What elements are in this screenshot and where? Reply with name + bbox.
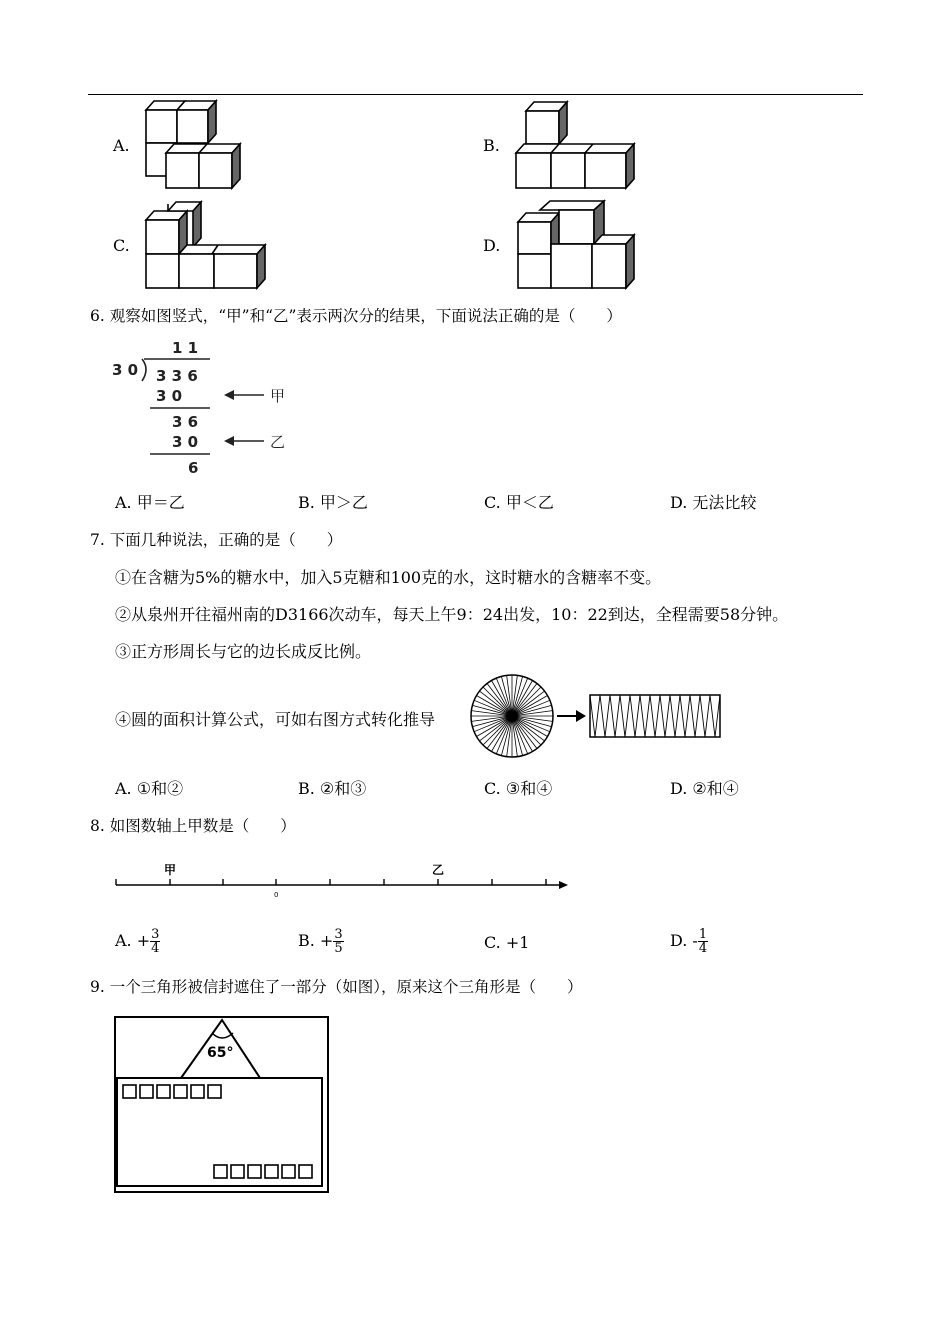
q7-statement-4: ④圆的面积计算公式，可如右图方式转化推导 [115,710,436,729]
q8-choice-a[interactable] [115,928,160,955]
q8-number: 8. [90,817,105,835]
q9-envelope-figure [113,1015,331,1195]
q9-question-text [90,975,583,997]
q6-label-jia: 甲 [270,387,286,405]
q9-angle-label: 65° [207,1045,234,1061]
q7-number: 7. [90,531,105,549]
q8-choice-a-prefix: A. + [115,931,151,950]
q6-divisor: 3 0 [112,361,139,379]
q7-choice-b[interactable]: B. ②和③ [298,779,367,798]
q6-choice-b[interactable]: B. 甲＞乙 [298,493,368,512]
q5-option-c-label[interactable]: C. [113,236,130,255]
q6-dividend: 3 3 6 [156,367,198,385]
q8-question-text [90,814,296,836]
q8-choice-d-numerator: 1 [698,927,708,942]
q8-choice-c[interactable] [484,933,529,952]
top-rule [88,94,863,95]
q8-label-zero: 0 [274,891,279,899]
q5-option-a-label[interactable]: A. [113,136,130,155]
q6-step1: 3 0 [156,387,183,405]
q8-label-jia: 甲 [164,863,177,877]
q8-axis-arrow-icon [559,881,568,889]
q5-option-b-figure [512,98,642,193]
q8-choice-b[interactable] [298,928,344,955]
q8-choice-b-prefix: B. + [298,931,334,950]
q8-number-line [110,855,580,905]
q6-number: 6. [90,307,105,325]
q5-option-c-figure [140,198,270,293]
q6-step2: 3 6 [172,413,199,431]
q8-choice-c-prefix: C. +1 [484,933,530,952]
q8-choice-a-numerator: 3 [151,927,160,942]
q8-choice-b-numerator: 3 [334,927,343,942]
q6-question-text [90,304,622,326]
q6-quotient: 1 1 [172,339,199,357]
q7-arrow-icon [576,710,586,722]
q6-step3: 3 0 [172,433,199,451]
q8-stem: 如图数轴上甲数是（ ） [109,817,296,835]
q7-choice-c[interactable]: C. ③和④ [484,779,553,798]
q5-option-d-figure [512,198,642,293]
q8-choice-d[interactable] [670,928,708,955]
q8-choice-b-fraction [333,928,343,955]
q8-label-yi: 乙 [432,863,445,877]
q8-choice-a-denominator: 4 [151,941,160,956]
q6-stem: 观察如图竖式，“甲”和“乙”表示两次分的结果，下面说法正确的是（ ） [109,307,622,325]
q7-statement-1: ①在含糖为5%的糖水中，加入5克糖和100克的水，这时糖水的含糖率不变。 [115,568,662,587]
q9-stem: 一个三角形被信封遮住了一部分（如图），原来这个三角形是（ ） [109,978,583,996]
q7-circle-to-rectangle-figure [470,672,730,762]
q7-question-text [90,528,342,550]
q6-choice-a[interactable]: A. 甲＝乙 [115,493,185,512]
q8-choice-b-denominator: 5 [334,941,343,956]
q7-choice-a[interactable]: A. ①和② [115,779,184,798]
q6-label-yi: 乙 [270,433,286,451]
q7-stem: 下面几种说法，正确的是（ ） [109,531,343,549]
q8-choice-d-denominator: 4 [698,941,708,956]
q9-number: 9. [90,978,105,996]
q6-choice-d[interactable]: D. 无法比较 [670,493,757,512]
q7-statement-3: ③正方形周长与它的边长成反比例。 [115,642,372,661]
q8-choice-a-fraction [150,928,160,955]
q8-choice-d-fraction [698,928,708,955]
q5-option-b-label[interactable]: B. [483,136,500,155]
q8-choice-d-prefix: D. - [670,931,698,950]
q5-option-d-label[interactable]: D. [483,236,501,255]
q7-statement-2: ②从泉州开往福州南的D3166次动车，每天上午9：24出发，10：22到达，全程需要58分钟。 [115,605,789,624]
q6-remainder: 6 [188,459,199,477]
q6-long-division-figure [110,335,300,480]
q5-option-a-figure [140,98,260,193]
q6-choice-c[interactable]: C. 甲＜乙 [484,493,554,512]
q7-choice-d[interactable]: D. ②和④ [670,779,739,798]
